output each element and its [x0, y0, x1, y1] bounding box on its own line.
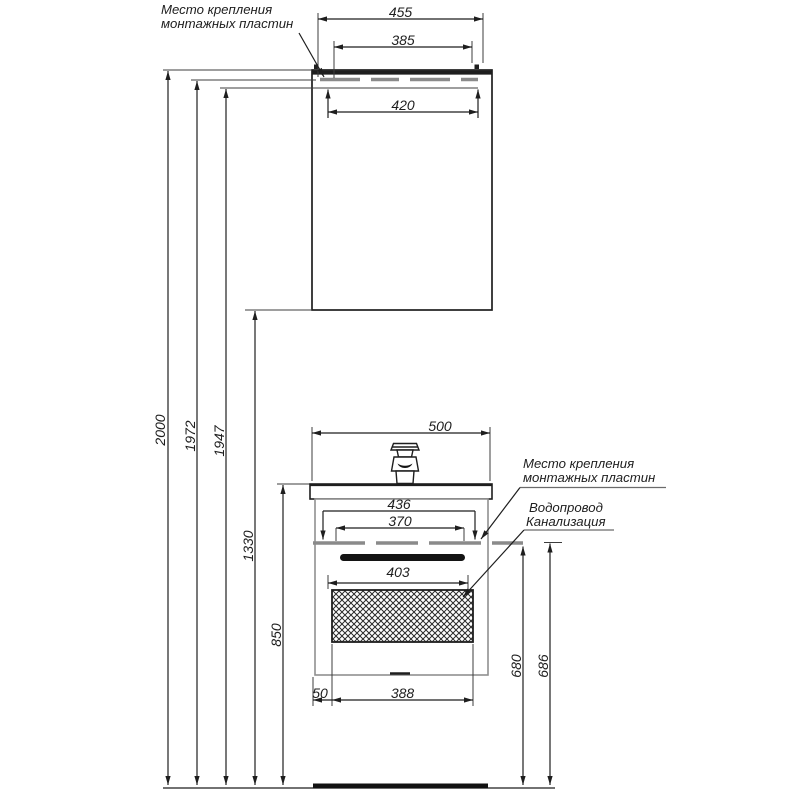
dim-420: 420 [391, 96, 415, 113]
dim-455: 455 [388, 3, 413, 20]
dim-2000: 2000 [152, 414, 168, 446]
dim-403: 403 [386, 564, 410, 580]
floor-line [163, 786, 555, 788]
faucet [391, 444, 419, 484]
label-sewerage: Канализация [526, 513, 606, 529]
dim-500: 500 [428, 418, 452, 434]
label-mounting-top-line1: Место крепления [161, 2, 273, 17]
dim-370: 370 [388, 512, 412, 529]
dim-50: 50 [312, 685, 328, 701]
dim-1972: 1972 [181, 420, 198, 452]
dim-1947: 1947 [210, 425, 227, 457]
vanity-unit [310, 444, 523, 676]
label-water-supply: Водопровод [529, 500, 603, 515]
dim-436: 436 [387, 495, 411, 512]
dim-680: 680 [507, 654, 524, 678]
dim-388: 388 [390, 684, 415, 701]
label-mounting-side-line2: монтажных пластин [523, 469, 656, 485]
drawer-handle [340, 554, 465, 561]
dim-850: 850 [268, 623, 284, 647]
dim-385: 385 [391, 31, 415, 48]
dim-686: 686 [534, 654, 551, 678]
dim-1330: 1330 [240, 530, 256, 562]
mounting-plate-dot-right [475, 65, 480, 70]
label-mounting-side-line1: Место крепления [523, 456, 635, 471]
label-mounting-top-line2: монтажных пластин [161, 15, 294, 31]
plumbing-zone [332, 590, 473, 642]
